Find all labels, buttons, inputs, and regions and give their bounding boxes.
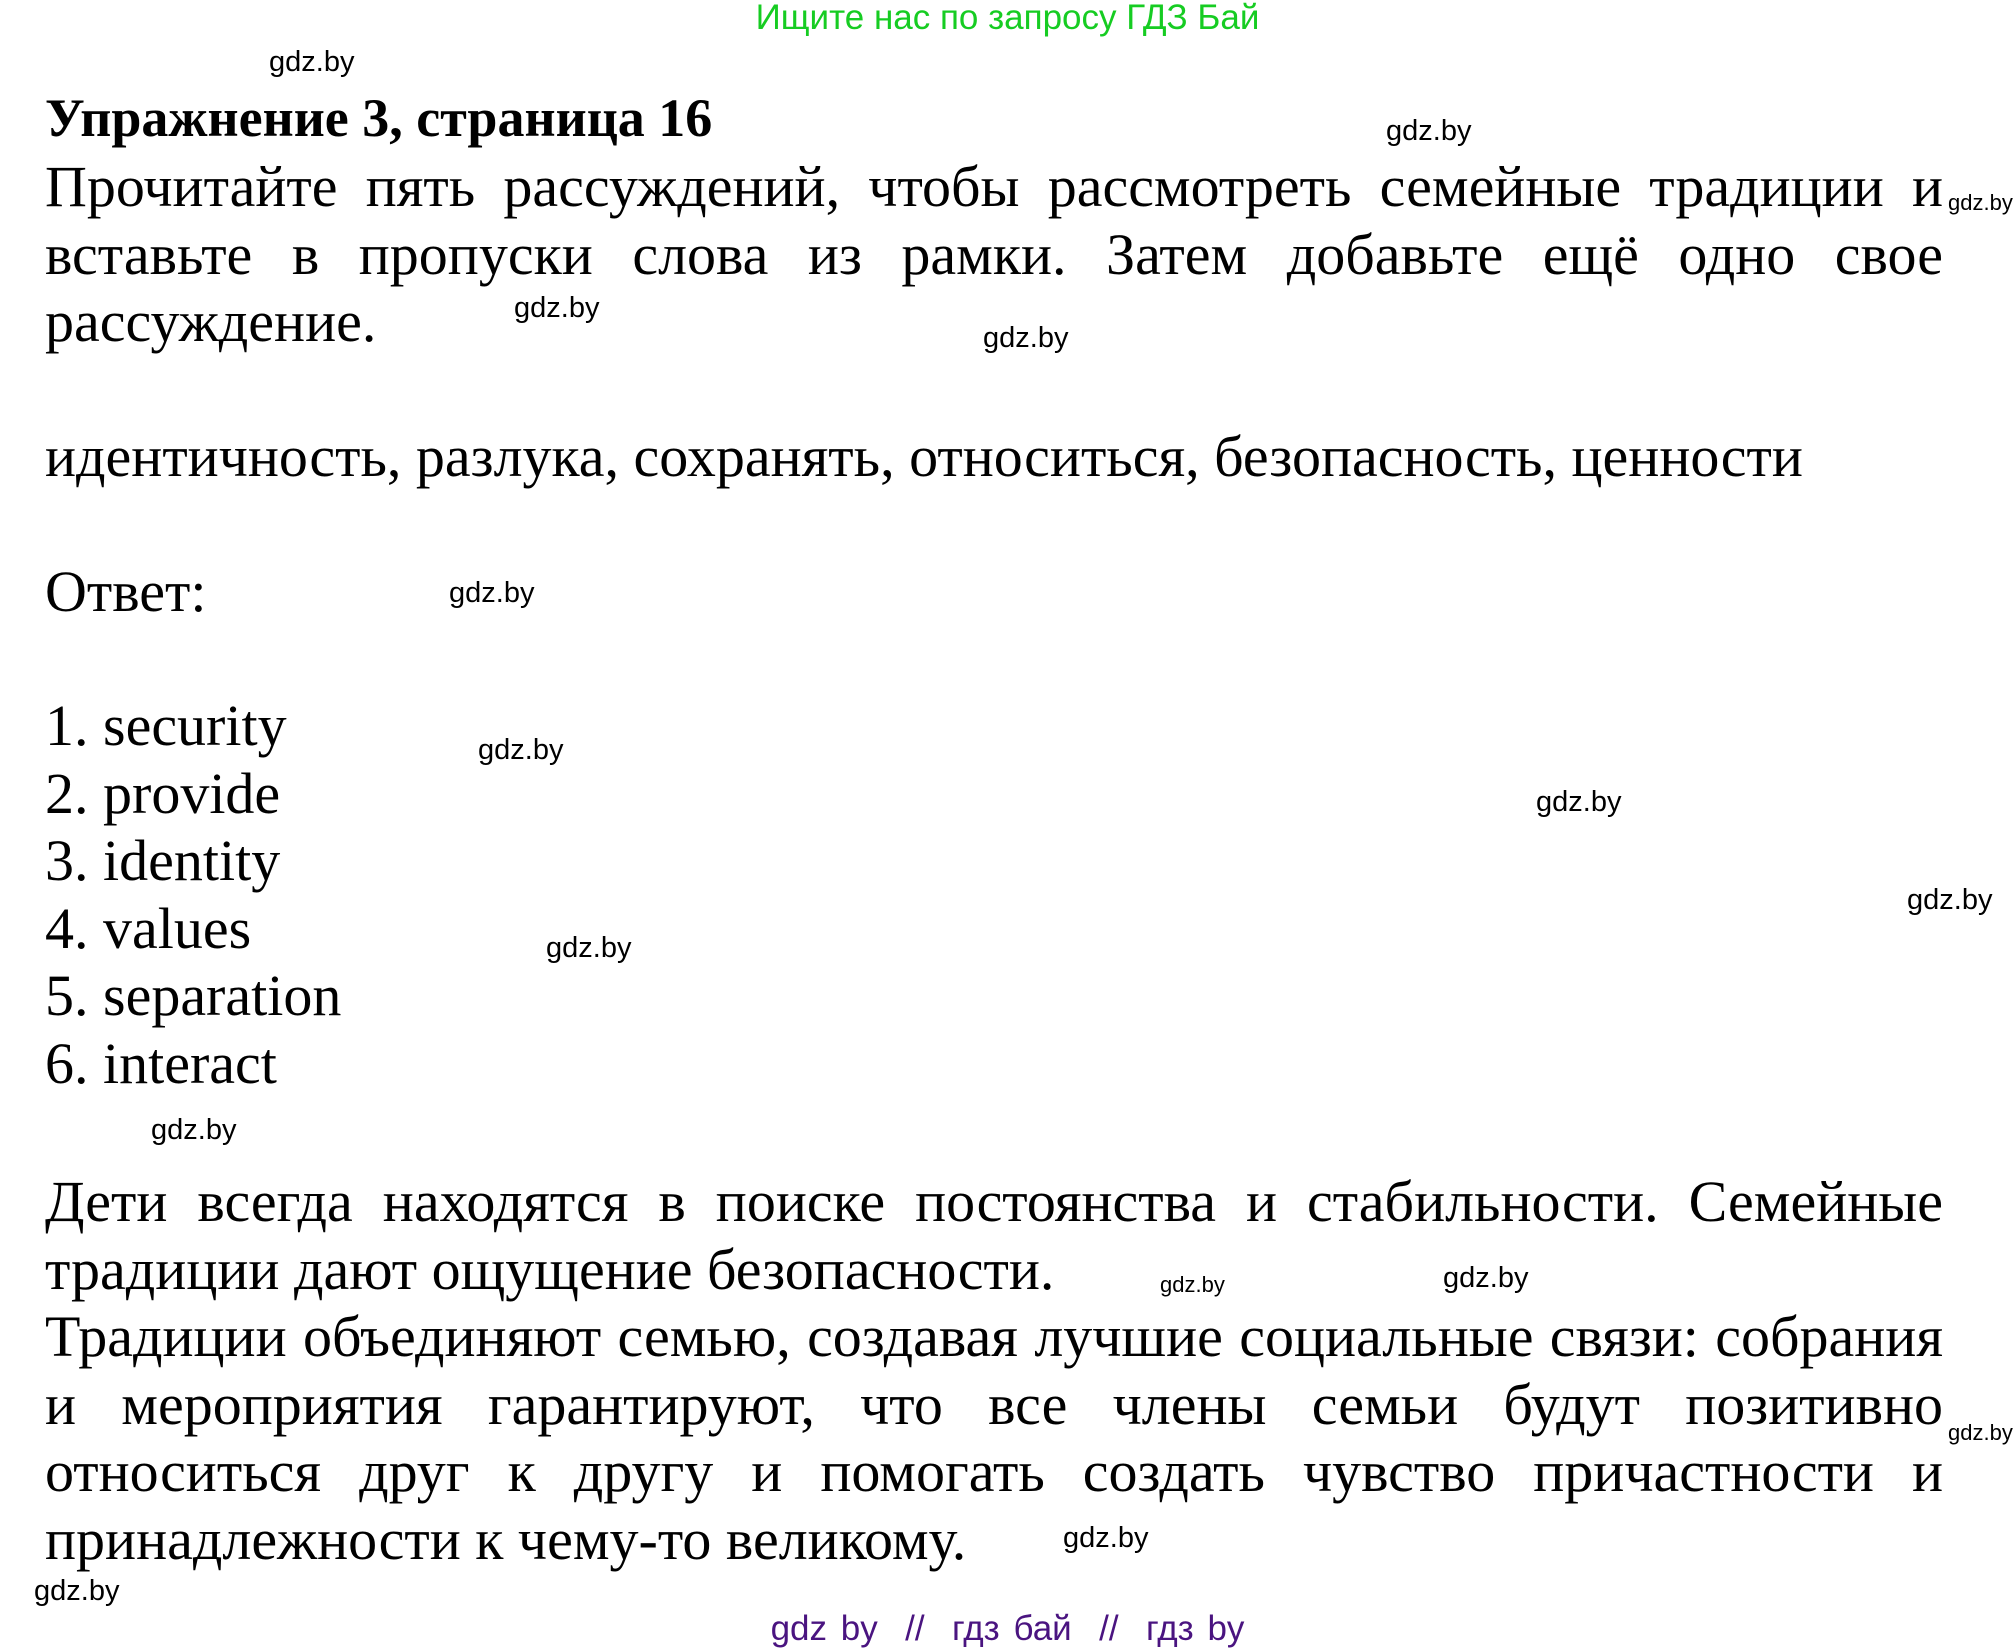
search-banner-text: Ищите нас по запросу ГДЗ Бай xyxy=(755,0,1260,37)
watermark: gdz.by xyxy=(478,734,564,766)
watermark: gdz.by xyxy=(1536,786,1622,818)
watermark: gdz.by xyxy=(1160,1272,1225,1297)
paragraph-2 xyxy=(45,1303,1943,1573)
page-title: Упражнение 3, страница 16 xyxy=(45,88,713,148)
watermark: gdz.by xyxy=(1443,1262,1529,1294)
paragraph-line: принадлежности к чему-то великому. xyxy=(45,1506,967,1572)
paragraph-line: Традиции объединяют семью, создавая лучшие социальные связи: собрания xyxy=(45,1304,1943,1369)
answer-item: 5. separation xyxy=(45,963,342,1028)
task-line: вставьте в пропуски слова из рамки. Затем добавьте ещё одно свое xyxy=(45,221,1943,287)
answer-list xyxy=(45,692,341,1097)
task-line: рассуждение. xyxy=(45,289,377,354)
task-line: Прочитайте пять рассуждений, чтобы рассмотреть семейные традиции и xyxy=(45,154,1943,219)
answer-item: 3. identity xyxy=(45,828,281,893)
watermark: gdz.by xyxy=(1063,1522,1149,1554)
watermark: gdz.by xyxy=(269,46,355,78)
watermark: gdz.by xyxy=(546,932,632,964)
answer-label: Ответ: xyxy=(45,559,207,624)
watermark: gdz.by xyxy=(449,577,535,609)
answer-item: 6. interact xyxy=(45,1030,277,1096)
paragraph-1 xyxy=(45,1168,1943,1303)
paragraph-line: Дети всегда находятся в поиске постоянства и стабильности. Семейные xyxy=(45,1169,1943,1234)
watermark: gdz.by xyxy=(34,1575,120,1607)
paragraph-line: и мероприятия гарантируют, что все члены семьи будут позитивно xyxy=(45,1371,1943,1437)
footer-links xyxy=(0,1610,2015,1648)
watermark: gdz.by xyxy=(151,1114,237,1146)
answer-item: 4. values xyxy=(45,895,252,961)
watermark: gdz.by xyxy=(1948,1420,2013,1445)
paragraph-line: относиться друг к другу и помогать создать чувство причастности и xyxy=(45,1439,1943,1504)
paragraph-line: традиции дают ощущение безопасности. xyxy=(45,1236,1055,1302)
answer-item: 2. provide xyxy=(45,760,281,826)
answer-item: 1. security xyxy=(45,693,287,758)
watermark: gdz.by xyxy=(1907,884,1993,916)
search-banner xyxy=(0,0,2015,38)
watermark: gdz.by xyxy=(1948,190,2013,215)
watermark: gdz.by xyxy=(983,322,1069,354)
word-box: идентичность, разлука, сохранять, относиться, безопасность, ценности xyxy=(45,424,1803,489)
watermark: gdz.by xyxy=(1386,115,1472,147)
footer-text: gdz by // гдз бай // гдз by xyxy=(770,1609,1245,1648)
watermark: gdz.by xyxy=(514,292,600,324)
